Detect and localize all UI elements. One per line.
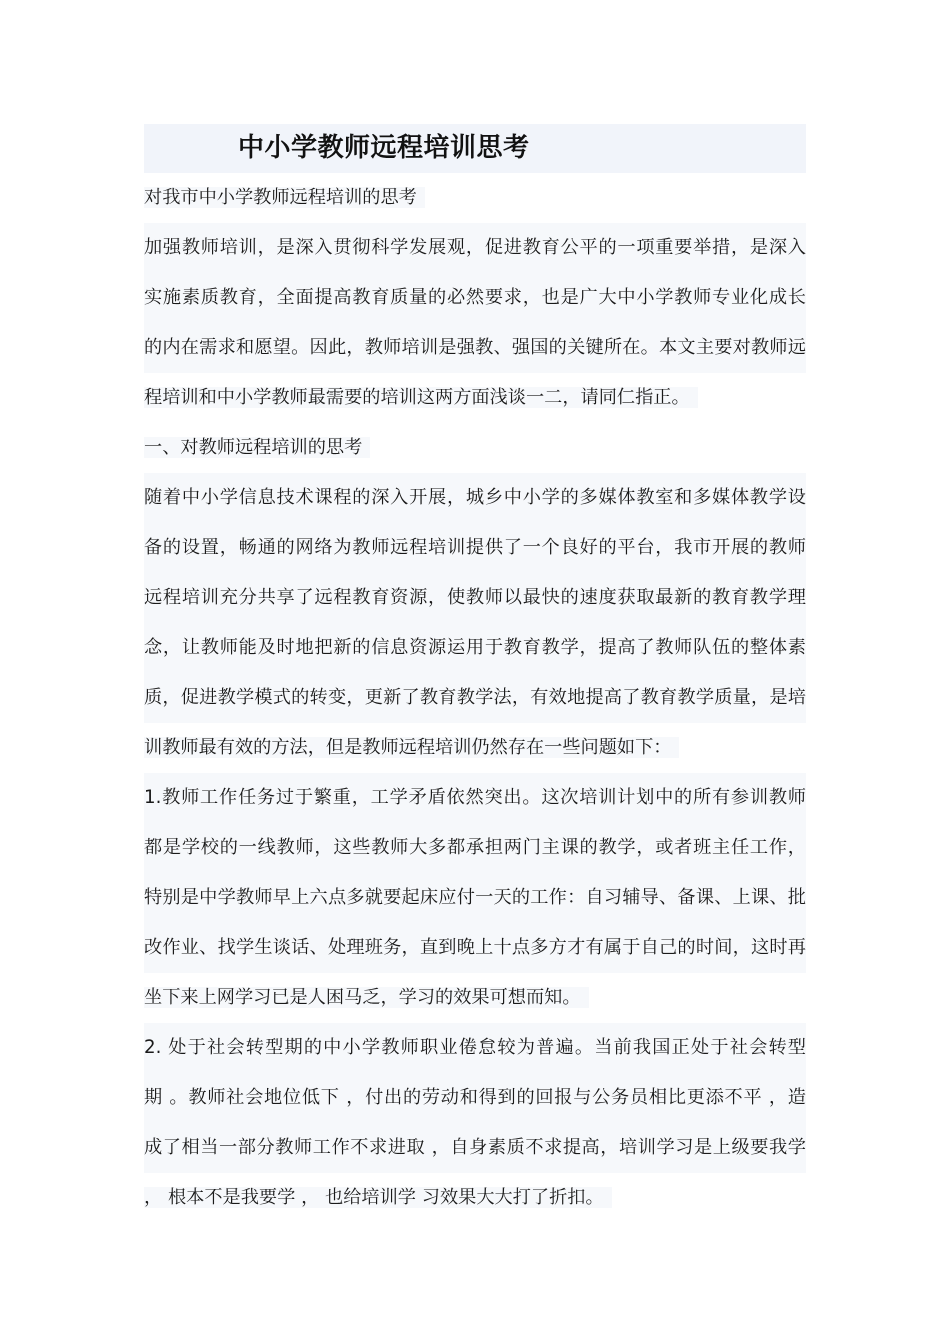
body-line <box>144 623 806 673</box>
body-line-text: 加强教师培训，是深入贯彻科学发展观，促进教育公平的一项重要举措，是深入 <box>144 223 806 273</box>
body-line <box>144 323 806 373</box>
body-line <box>144 1123 806 1173</box>
body-line-text: 特别是中学教师早上六点多就要起床应付一天的工作：自习辅导、备课、上课、批 <box>144 873 806 923</box>
document-page <box>144 124 806 1223</box>
body-line <box>144 673 806 723</box>
document-body <box>144 173 806 1223</box>
body-line <box>144 223 806 273</box>
body-line-text: 坐下来上网学习已是人困马乏，学习的效果可想而知。 <box>144 987 589 1008</box>
body-line <box>144 1023 806 1073</box>
body-line-text: 对我市中小学教师远程培训的思考 <box>144 187 425 208</box>
body-line-text: 一、对教师远程培训的思考 <box>144 437 370 458</box>
body-line <box>144 423 806 473</box>
body-line <box>144 273 806 323</box>
body-line-text: 成了相当一部分教师工作不求进取 ，自身素质不求提高，培训学习是上级要我学 <box>144 1123 806 1173</box>
body-line <box>144 1073 806 1123</box>
body-line-text: ， 根本不是我要学 ， 也给培训学 习效果大大打了折扣。 <box>144 1187 612 1208</box>
body-line <box>144 723 806 773</box>
body-line <box>144 923 806 973</box>
body-line <box>144 1173 806 1223</box>
body-line-text: 程培训和中小学教师最需要的培训这两方面浅谈一二，请同仁指正。 <box>144 387 698 408</box>
body-line <box>144 523 806 573</box>
title-bar <box>144 124 806 173</box>
body-line-text: 2. 处于社会转型期的中小学教师职业倦怠较为普遍。当前我国正处于社会转型 <box>144 1023 806 1073</box>
document-title: 中小学教师远程培训思考 <box>238 133 530 163</box>
body-line-text: 随着中小学信息技术课程的深入开展，城乡中小学的多媒体教室和多媒体教学设 <box>144 473 806 523</box>
body-line-text: 念，让教师能及时地把新的信息资源运用于教育教学，提高了教师队伍的整体素 <box>144 623 806 673</box>
body-line-text: 的内在需求和愿望。因此，教师培训是强教、强国的关键所在。本文主要对教师远 <box>144 323 806 373</box>
body-line-text: 期 。教师社会地位低下 ，付出的劳动和得到的回报与公务员相比更添不平 ，造 <box>144 1073 806 1123</box>
body-line-text: 训教师最有效的方法，但是教师远程培训仍然存在一些问题如下： <box>144 737 679 758</box>
body-line <box>144 173 806 223</box>
body-line-text: 1.教师工作任务过于繁重，工学矛盾依然突出。这次培训计划中的所有参训教师 <box>144 773 806 823</box>
body-line-text: 远程培训充分共享了远程教育资源，使教师以最快的速度获取最新的教育教学理 <box>144 573 806 623</box>
body-line <box>144 373 806 423</box>
body-line <box>144 473 806 523</box>
body-line <box>144 973 806 1023</box>
body-line <box>144 773 806 823</box>
body-line-text: 改作业、找学生谈话、处理班务，直到晚上十点多方才有属于自己的时间，这时再 <box>144 923 806 973</box>
body-line-text: 备的设置，畅通的网络为教师远程培训提供了一个良好的平台，我市开展的教师 <box>144 523 806 573</box>
body-line <box>144 573 806 623</box>
body-line <box>144 873 806 923</box>
body-line-text: 实施素质教育，全面提高教育质量的必然要求，也是广大中小学教师专业化成长 <box>144 273 806 323</box>
body-line <box>144 823 806 873</box>
body-line-text: 都是学校的一线教师，这些教师大多都承担两门主课的教学，或者班主任工作， <box>144 823 806 873</box>
body-line-text: 质，促进教学模式的转变，更新了教育教学法，有效地提高了教育教学质量，是培 <box>144 673 806 723</box>
